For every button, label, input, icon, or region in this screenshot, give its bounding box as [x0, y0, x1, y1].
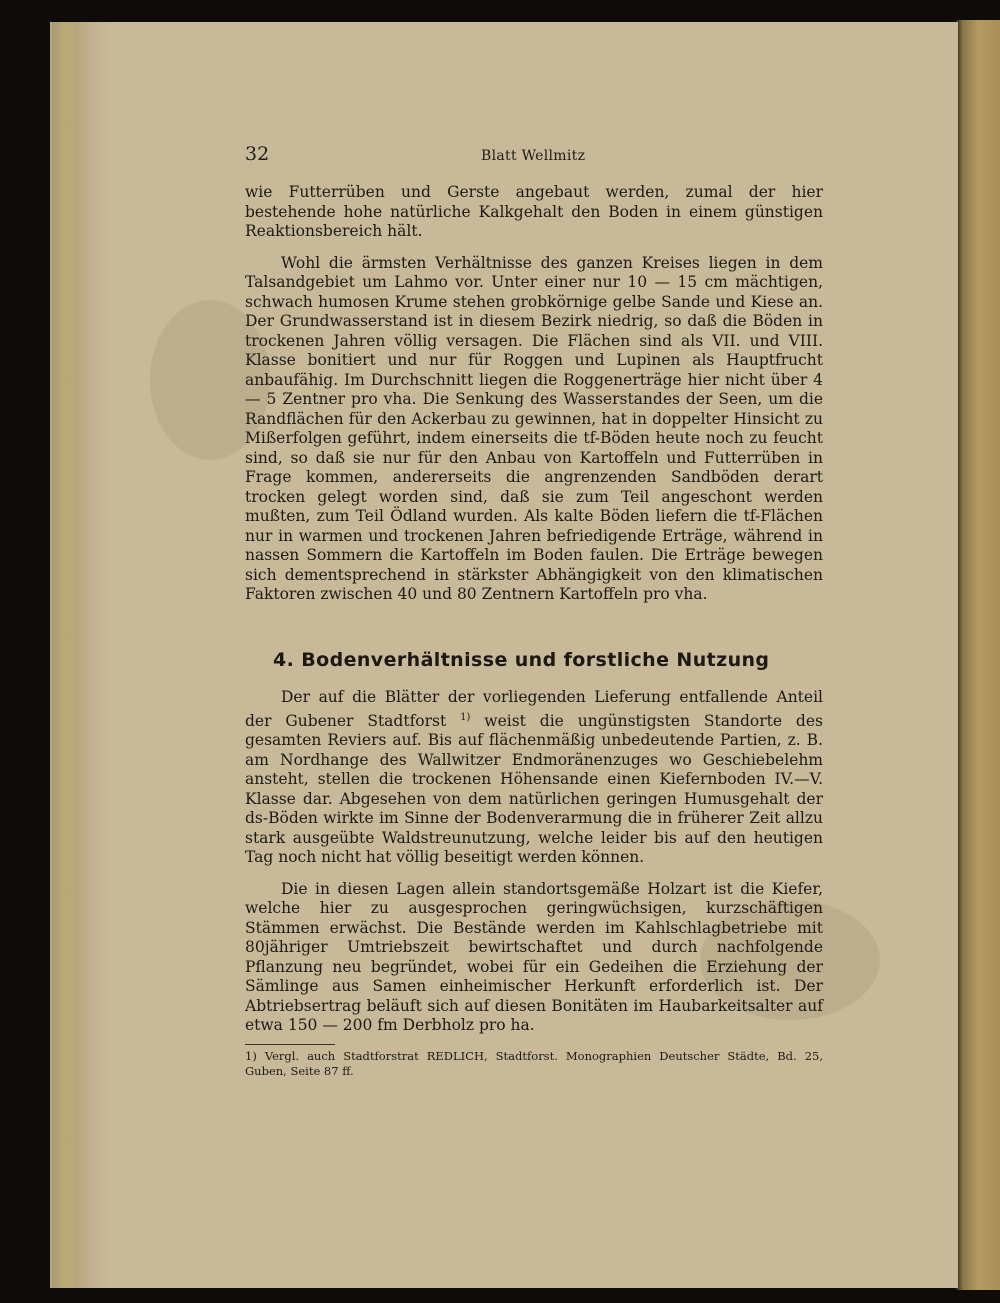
paragraph-text: Der auf die Blätter der vorliegenden Lieferung entfallende Anteil der Gubener Stadtforst: [245, 688, 823, 730]
footnote: 1) Vergl. auch Stadtforstrat REDLICH, Stadtforst. Monographien Deutscher Städte, Bd. 25, Guben, Seite 87 ff.: [245, 1048, 823, 1078]
page-body: [245, 183, 823, 1079]
paragraph-text: weist die ungünstigsten Standorte des gesamten Reviers auf. Bis auf flächenmäßig unbedeutende Partien, z. B. am Nordhange des Wallwitzer Endmoränenzuges wo Geschiebelehm ansteht, stellen die trockenen Höhensande einen Kiefernboden IV.—V. Klasse dar. Abgesehen von dem natürlichen geringen Humusgehalt der ds-Böden wirkte im Sinne der Bodenverarmung die in früherer Zeit allzu stark ausgeübte Waldstreunutzung, welche leider bis auf den heutigen Tag noch nicht hat völlig beseitigt werden können.: [245, 711, 823, 867]
adjacent-page-edge: [956, 20, 1000, 1290]
paragraph-kiefer: Die in diesen Lagen allein standortsgemäße Holzart ist die Kiefer, welche hier zu ausgesprochen geringwüchsigen, kurzschäftigen Stämmen erwächst. Die Bestände werden im Kahlschlagbetriebe mit 80jähriger Umtriebszeit bewirtschaftet und durch nachfolgende Pflanzung neu begründet, wobei für ein Gedeihen die Erziehung der Sämlinge aus Samen einheimischer Herkunft erforderlich ist. Der Abtriebsertrag beläuft sich auf diesen Bonitäten im Haubarkeitsalter auf etwa 150 — 200 fm Derbholz pro ha.: [245, 879, 823, 1035]
footnote-reference: 1): [460, 711, 471, 723]
page-header: [245, 143, 825, 169]
paragraph-continuation: wie Futterrüben und Gerste angebaut werden, zumal der hier bestehende hohe natürliche Kalkgehalt den Boden in einem günstigen Reaktionsbereich hält.: [245, 183, 823, 240]
page-number: 32: [245, 143, 270, 165]
paragraph-stadtforst: [245, 688, 823, 868]
section-heading: 4. Bodenverhältnisse und forstliche Nutzung: [273, 648, 770, 671]
paragraph-talsand: Wohl die ärmsten Verhältnisse des ganzen Kreises liegen in dem Talsandgebiet um Lahmo vor. Unter einer nur 10 — 15 cm mächtigen, schwach humosen Krume stehen grobkörnige gelbe Sande und Kiese an. Der Grundwasserstand ist in diesem Bezirk niedrig, so daß die Böden in trockenen Jahren völlig versagen. Die Flächen sind als VII. und VIII. Klasse bonitiert und nur für Roggen und Lupinen als Hauptfrucht anbaufähig. Im Durchschnitt liegen die Roggenerträge hier nicht über 4 — 5 Zentner pro vha. Die Senkung des Wasserstandes der Seen, um die Randflächen für den Ackerbau zu gewinnen, hat in doppelter Hinsicht zu Mißerfolgen geführt, indem einerseits die tf-Böden heute noch zu feucht sind, so daß sie nur für den Anbau von Kartoffeln und Futterrüben in Frage kommen, andererseits die angrenzenden Sandböden derart trocken gelegt worden sind, daß sie zum Teil angeschont werden mußten, zum Teil Ödland wurden. Als kalte Böden liefern die tf-Flächen nur in warmen und trockenen Jahren befriedigende Erträge, während in nassen Sommern die Kartoffeln im Boden faulen. Die Erträge bewegen sich dementsprechend in stärkster Abhängigkeit von den klimatischen Faktoren zwischen 40 und 80 Zentnern Kartoffeln pro vha.: [245, 253, 823, 603]
running-title: Blatt Wellmitz: [481, 148, 586, 164]
footnote-divider: [245, 1044, 335, 1045]
page-binding-shadow: [52, 22, 92, 1288]
